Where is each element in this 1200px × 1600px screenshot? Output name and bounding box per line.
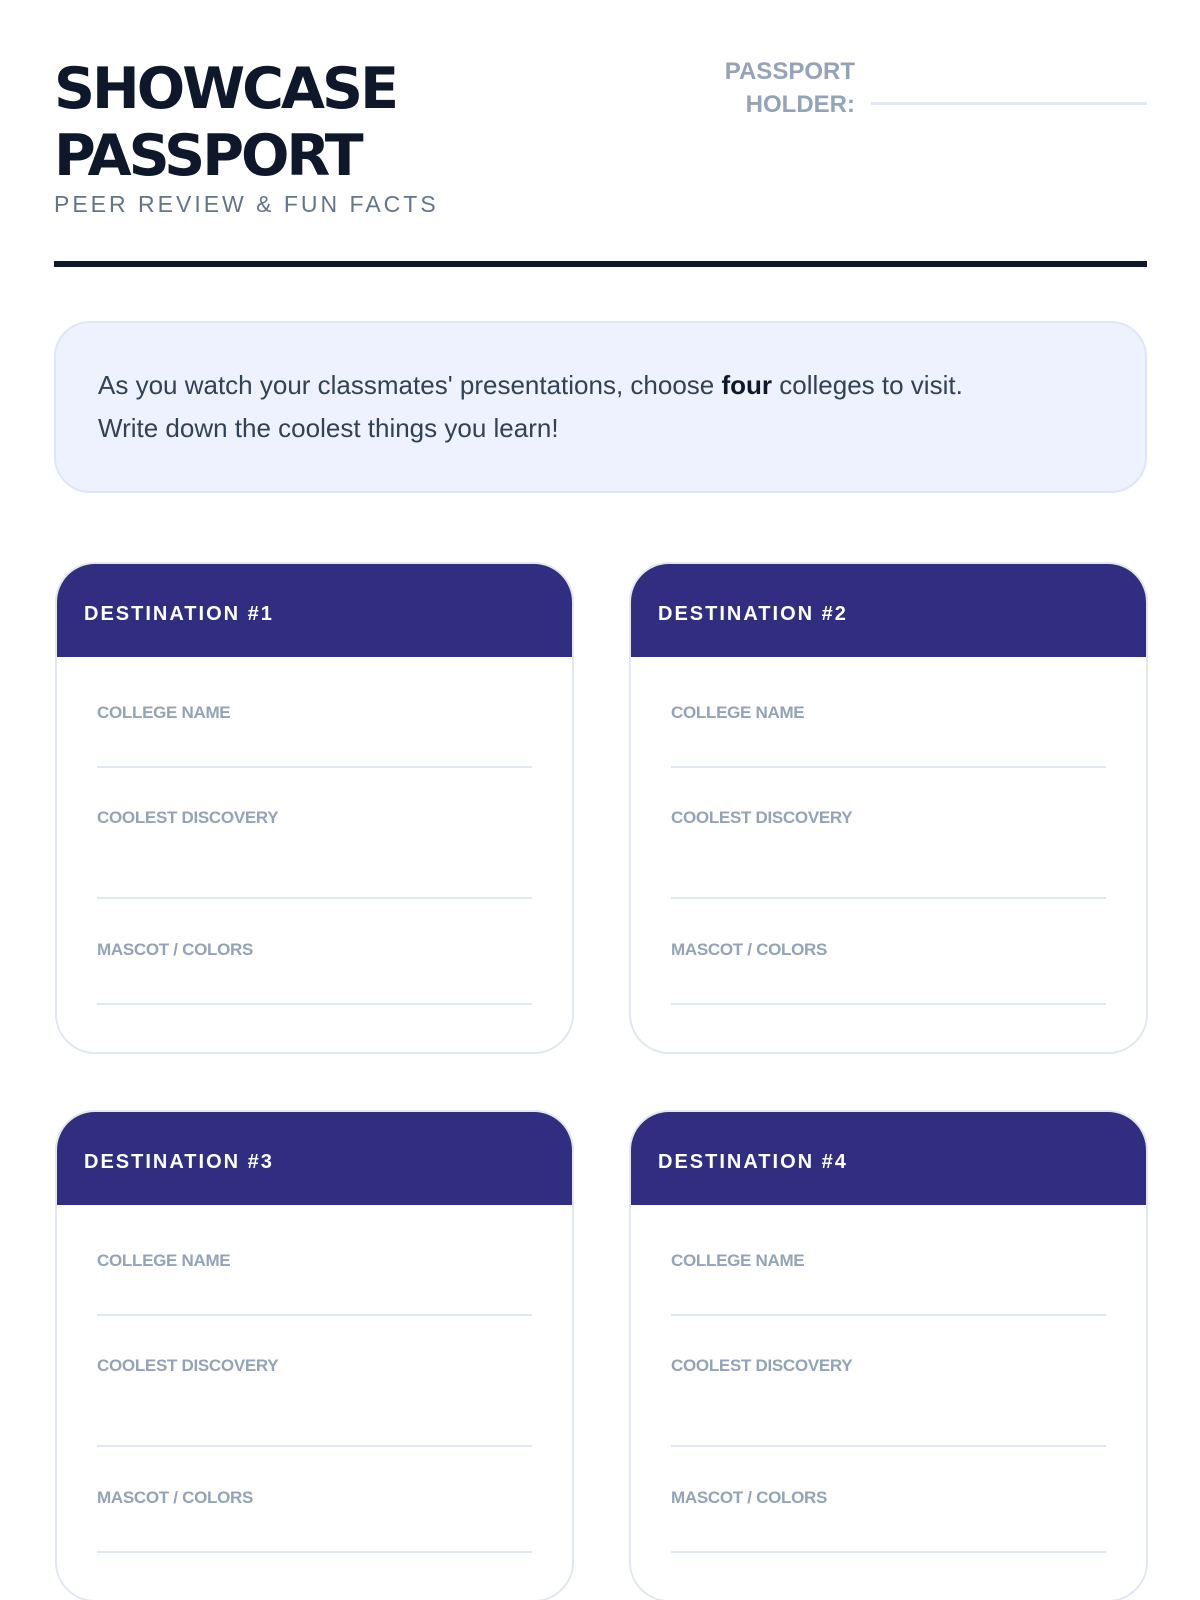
destination-card-header <box>631 564 1146 657</box>
destination-title: DESTINATION #3 <box>84 1151 274 1173</box>
coolest-discovery-label: COOLEST DISCOVERY <box>671 1356 853 1375</box>
coolest-discovery-input[interactable] <box>97 897 532 899</box>
coolest-discovery-input[interactable] <box>97 1445 532 1447</box>
instructions-text-end: colleges to visit. <box>772 370 963 400</box>
college-name-label: COLLEGE NAME <box>97 703 231 722</box>
mascot-colors-input[interactable] <box>671 1551 1106 1553</box>
page-title-line-1: SHOWCASE <box>54 56 397 122</box>
passport-holder-label <box>725 55 855 121</box>
coolest-discovery-field <box>671 1357 1106 1374</box>
mascot-colors-label: MASCOT / COLORS <box>671 940 828 959</box>
coolest-discovery-input[interactable] <box>671 1445 1106 1447</box>
college-name-input[interactable] <box>97 766 532 768</box>
college-name-field <box>97 704 532 721</box>
coolest-discovery-field <box>671 809 1106 826</box>
coolest-discovery-label: COOLEST DISCOVERY <box>97 1356 279 1375</box>
destination-card-3 <box>55 1110 574 1600</box>
mascot-colors-label: MASCOT / COLORS <box>97 940 254 959</box>
passport-header <box>54 0 1147 268</box>
mascot-colors-label: MASCOT / COLORS <box>671 1488 828 1507</box>
mascot-colors-field <box>97 1489 532 1506</box>
mascot-colors-label: MASCOT / COLORS <box>97 1488 254 1507</box>
destination-card-header <box>57 1112 572 1205</box>
destination-title: DESTINATION #1 <box>84 603 274 625</box>
destination-title: DESTINATION #2 <box>658 603 848 625</box>
destination-card-4 <box>629 1110 1148 1600</box>
coolest-discovery-label: COOLEST DISCOVERY <box>97 808 279 827</box>
coolest-discovery-label: COOLEST DISCOVERY <box>671 808 853 827</box>
college-name-input[interactable] <box>97 1314 532 1316</box>
college-name-label: COLLEGE NAME <box>97 1251 231 1270</box>
passport-holder-field[interactable] <box>871 102 1147 105</box>
college-name-input[interactable] <box>671 1314 1106 1316</box>
destination-card-1 <box>55 562 574 1054</box>
destination-card-header <box>631 1112 1146 1205</box>
passport-holder-label-line-1: PASSPORT <box>724 58 855 85</box>
coolest-discovery-field <box>97 1357 532 1374</box>
page-title-line-2: PASSPORT <box>54 123 361 189</box>
college-name-input[interactable] <box>671 766 1106 768</box>
mascot-colors-input[interactable] <box>97 1551 532 1553</box>
page-subtitle: PEER REVIEW & FUN FACTS <box>54 191 439 217</box>
instructions-emphasis: four <box>721 370 773 400</box>
college-name-label: COLLEGE NAME <box>671 1251 805 1270</box>
college-name-field <box>671 1252 1106 1269</box>
destination-card-header <box>57 564 572 657</box>
mascot-colors-input[interactable] <box>671 1003 1106 1005</box>
mascot-colors-field <box>671 941 1106 958</box>
header-divider <box>54 261 1147 267</box>
instructions-panel <box>54 321 1147 493</box>
instructions-text-line-2: Write down the coolest things you learn! <box>98 413 559 443</box>
coolest-discovery-input[interactable] <box>671 897 1106 899</box>
passport-holder-label-line-2: HOLDER: <box>745 91 855 118</box>
instructions-text-start: As you watch your classmates' presentations, choose <box>98 370 722 400</box>
mascot-colors-field <box>671 1489 1106 1506</box>
mascot-colors-field <box>97 941 532 958</box>
destination-title: DESTINATION #4 <box>658 1151 848 1173</box>
college-name-field <box>671 704 1106 721</box>
coolest-discovery-field <box>97 809 532 826</box>
destination-card-2 <box>629 562 1148 1054</box>
college-name-field <box>97 1252 532 1269</box>
college-name-label: COLLEGE NAME <box>671 703 805 722</box>
mascot-colors-input[interactable] <box>97 1003 532 1005</box>
